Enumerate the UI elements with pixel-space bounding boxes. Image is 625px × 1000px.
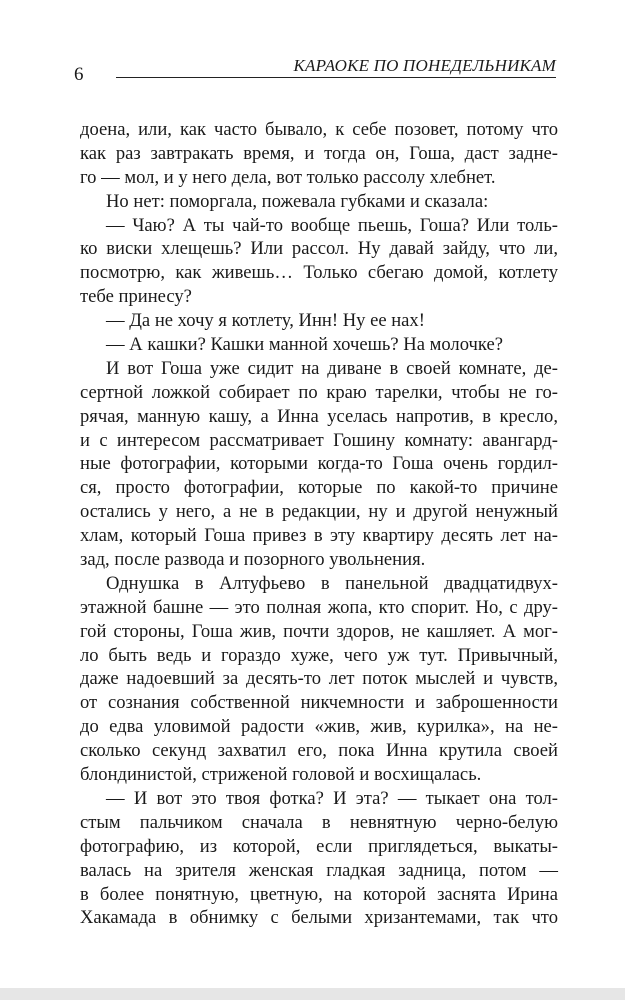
text-line: — А кашки? Кашки манной хочешь? На молочке? xyxy=(106,334,503,356)
text-line: го — мол, и у него дела, вот только рассолу хлебнет. xyxy=(80,166,496,188)
body-text xyxy=(80,118,558,930)
text-line: этажной башне — это полная жопа, кто спорит. Но, с дру- xyxy=(80,596,558,618)
text-line: рячая, манную кашу, а Инна уселась напротив, в кресло, xyxy=(80,405,558,427)
text-line: Но нет: поморгала, пожевала губками и сказала: xyxy=(106,190,489,212)
text-line: фотографию, из которой, если приглядеться, выкаты- xyxy=(80,835,558,857)
text-line: — Да не хочу я котлету, Инн! Ну ее нах! xyxy=(106,310,425,332)
header-rule xyxy=(116,77,556,78)
text-line: ло быть ведь и гораздо хуже, чего уж тут. Привычный, xyxy=(80,644,558,666)
text-line: зад, после развода и позорного увольнения. xyxy=(80,549,426,571)
page-header xyxy=(72,56,556,86)
text-line: доена, или, как часто бывало, к себе позовет, потому что xyxy=(80,119,558,140)
text-line: ные фотографии, которыми когда-то Гоша очень гордил- xyxy=(80,453,558,475)
text-line: как раз завтракать время, и тогда он, Гоша, даст задне- xyxy=(80,142,558,164)
text-line: от сознания собственной никчемности и заброшенности xyxy=(80,692,558,714)
text-line: хлам, который Гоша привез в эту квартиру десять лет на- xyxy=(80,525,558,547)
text-line: Однушка в Алтуфьево в панельной двадцатидвух- xyxy=(106,572,558,594)
text-line: — И вот это твоя фотка? И эта? — тыкает она тол- xyxy=(106,787,558,809)
text-line: ся, просто фотографии, которые по какой-то причине xyxy=(80,477,558,499)
text-line: гой стороны, Гоша жив, почти здоров, не кашляет. А мог- xyxy=(80,620,558,642)
text-line: даже надоевший за десять-то лет поток мыслей и чувств, xyxy=(80,668,558,690)
page-number: 6 xyxy=(74,64,84,85)
text-line: сколько секунд захватил его, пока Инна крутила своей xyxy=(80,740,558,762)
text-line: посмотрю, как живешь… Только сбегаю домой, котлету xyxy=(80,262,558,284)
text-line: остались у него, а не в редакции, ну и другой ненужный xyxy=(80,501,558,523)
text-line: тебе принесу? xyxy=(80,286,192,308)
text-line: валась на зрителя женская гладкая задница, потом — xyxy=(80,859,558,881)
text-line: в более понятную, цветную, на которой заснята Ирина xyxy=(80,883,558,905)
text-line: стым пальчиком сначала в невнятную черно-белую xyxy=(80,811,558,833)
text-line: до едва уловимой радости «жив, жив, курилка», на не- xyxy=(80,716,558,738)
text-line: и с интересом рассматривает Гошину комнату: авангард- xyxy=(80,429,558,451)
text-line: блондинистой, стриженой головой и восхищалась. xyxy=(80,764,482,786)
text-line: сертной ложкой собирает по краю тарелки, чтобы не го- xyxy=(80,381,558,403)
running-title: КАРАОКЕ ПО ПОНЕДЕЛЬНИКАМ xyxy=(293,56,556,75)
text-line: Хакамада в обнимку с белыми хризантемами, так что xyxy=(80,907,558,929)
text-line: И вот Гоша уже сидит на диване в своей комнате, де- xyxy=(106,357,558,379)
text-line: — Чаю? А ты чай-то вообще пьешь, Гоша? Или толь- xyxy=(106,214,558,236)
text-line: ко виски хлещешь? Или рассол. Ну давай зайду, что ли, xyxy=(80,238,558,260)
bottom-scan-edge xyxy=(0,988,625,1000)
